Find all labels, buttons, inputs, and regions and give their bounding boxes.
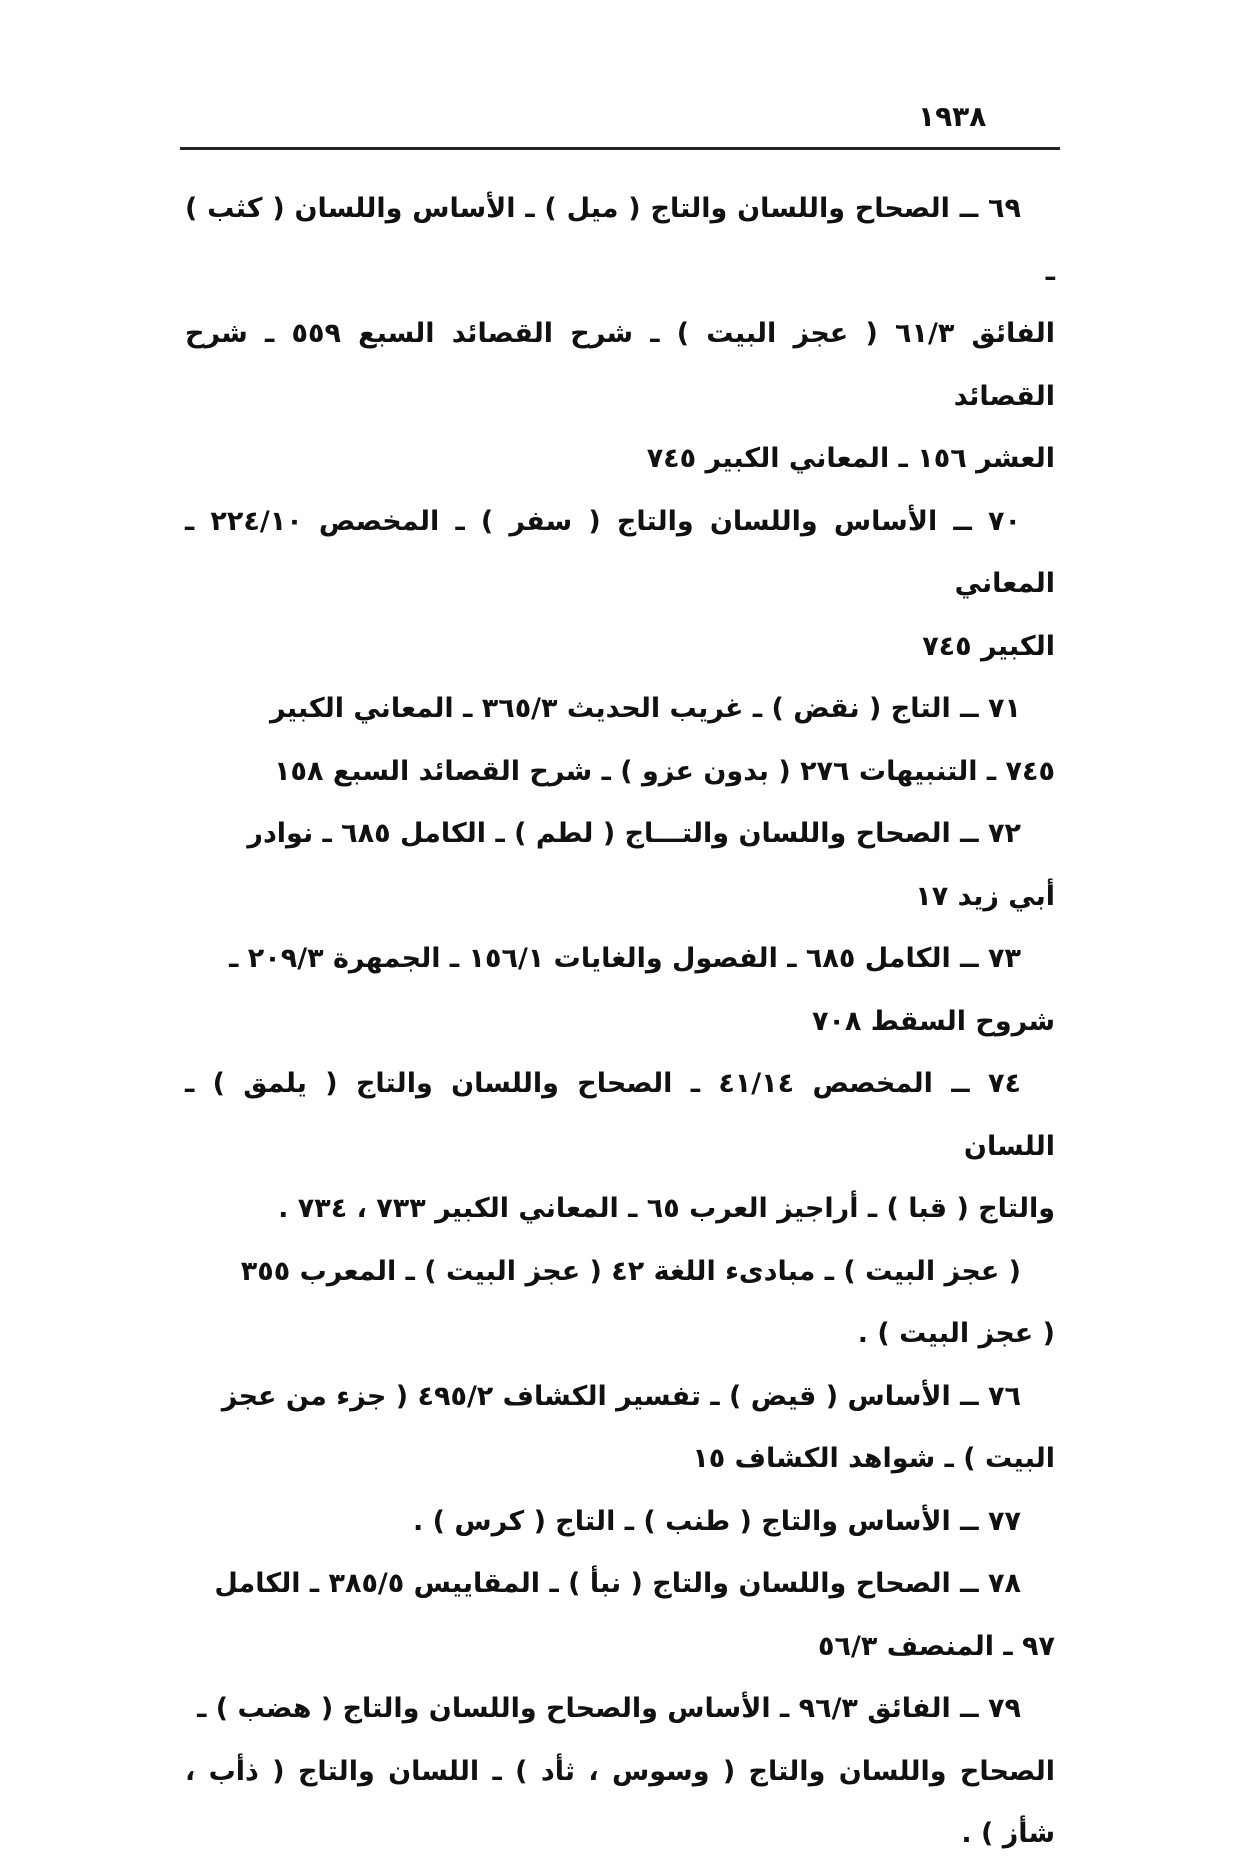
page-number: ١٩٣٨ xyxy=(918,100,987,133)
footnote-line: الفائق ٦١/٣ ( عجز البيت ) ـ شرح القصائد السبع ٥٥٩ ـ شرح القصائد xyxy=(185,318,1055,412)
footnote-line: العشر ١٥٦ ـ المعاني الكبير ٧٤٥ xyxy=(646,443,1055,474)
footnote-entry-78 xyxy=(185,1553,1055,1678)
footnote-line: ٧٨ ــ الصحاح واللسان والتاج ( نبأ ) ـ المقاييس ٣٨٥/٥ ـ الكامل xyxy=(214,1568,1021,1599)
footnote-line: ( عجز البيت ) ـ مبادىء اللغة ٤٢ ( عجز البيت ) ـ المعرب ٣٥٥ xyxy=(240,1255,1021,1287)
header-rule xyxy=(180,147,1060,150)
footnote-entry-70 xyxy=(185,491,1055,679)
footnote-entry-73 xyxy=(185,928,1055,1053)
footnote-entry-72 xyxy=(185,803,1055,928)
footnote-line: الكبير ٧٤٥ xyxy=(922,630,1055,662)
footnote-line: والتاج ( قبا ) ـ أراجيز العرب ٦٥ ـ المعاني الكبير ٧٣٣ ، ٧٣٤ . xyxy=(278,1193,1055,1224)
footnote-line: أبي زيد ١٧ xyxy=(915,880,1055,912)
footnote-line: ٧١ ــ التاج ( نقض ) ـ غريب الحديث ٣٦٥/٣ ـ المعاني الكبير xyxy=(270,693,1021,724)
footnote-line: ٦٩ ــ الصحاح واللسان والتاج ( ميل ) ـ الأساس واللسان ( كثب ) ـ xyxy=(185,193,1055,287)
footnote-line: ٧٢ ــ الصحاح واللسان والتـــاج ( لطم ) ـ الكامل ٦٨٥ ـ نوادر xyxy=(247,818,1021,849)
footnote-line: ٧٠ ــ الأساس واللسان والتاج ( سفر ) ـ المخصص ٢٢٤/١٠ ـ المعاني xyxy=(185,505,1055,599)
footnote-entry-76 xyxy=(185,1366,1055,1491)
footnote-line: ( عجز البيت ) . xyxy=(857,1318,1055,1349)
footnote-entry-69 xyxy=(185,178,1055,491)
footnote-line: الصحاح واللسان والتاج ( وسوس ، ثأد ) ـ اللسان والتاج ( ذأب ، شأز ) . xyxy=(185,1755,1055,1849)
footnote-line: شروح السقط ٧٠٨ xyxy=(811,1005,1055,1037)
footnote-line: ٧٣ ــ الكامل ٦٨٥ ـ الفصول والغايات ١٥٦/١ ـ الجمهرة ٢٠٩/٣ ـ xyxy=(229,943,1021,974)
footnote-entry-79 xyxy=(185,1678,1055,1866)
footnote-line: ٧٤٥ ـ التنبيهات ٢٧٦ ( بدون عزو ) ـ شرح القصائد السبع ١٥٨ xyxy=(274,755,1055,787)
footnote-line: البيت ) ـ شواهد الكشاف ١٥ xyxy=(692,1443,1055,1474)
footnote-line: ٧٦ ــ الأساس ( قيض ) ـ تفسير الكشاف ٤٩٥/٢ ( جزء من عجز xyxy=(221,1380,1021,1412)
footnote-line: ٩٧ ـ المنصف ٥٦/٣ xyxy=(818,1630,1055,1662)
footnotes-body xyxy=(185,178,1055,1866)
footnote-entry-77 xyxy=(185,1491,1055,1554)
footnote-line: ٧٧ ــ الأساس والتاج ( طنب ) ـ التاج ( كرس ) . xyxy=(413,1505,1021,1537)
footnote-line: ٧٩ ــ الفائق ٩٦/٣ ـ الأساس والصحاح واللسان والتاج ( هضب ) ـ xyxy=(197,1693,1021,1724)
footnote-entry-74 xyxy=(185,1053,1055,1366)
footnote-line: ٧٤ ــ المخصص ٤١/١٤ ـ الصحاح واللسان والتاج ( يلمق ) ـ اللسان xyxy=(185,1068,1055,1162)
footnote-entry-71 xyxy=(185,678,1055,803)
